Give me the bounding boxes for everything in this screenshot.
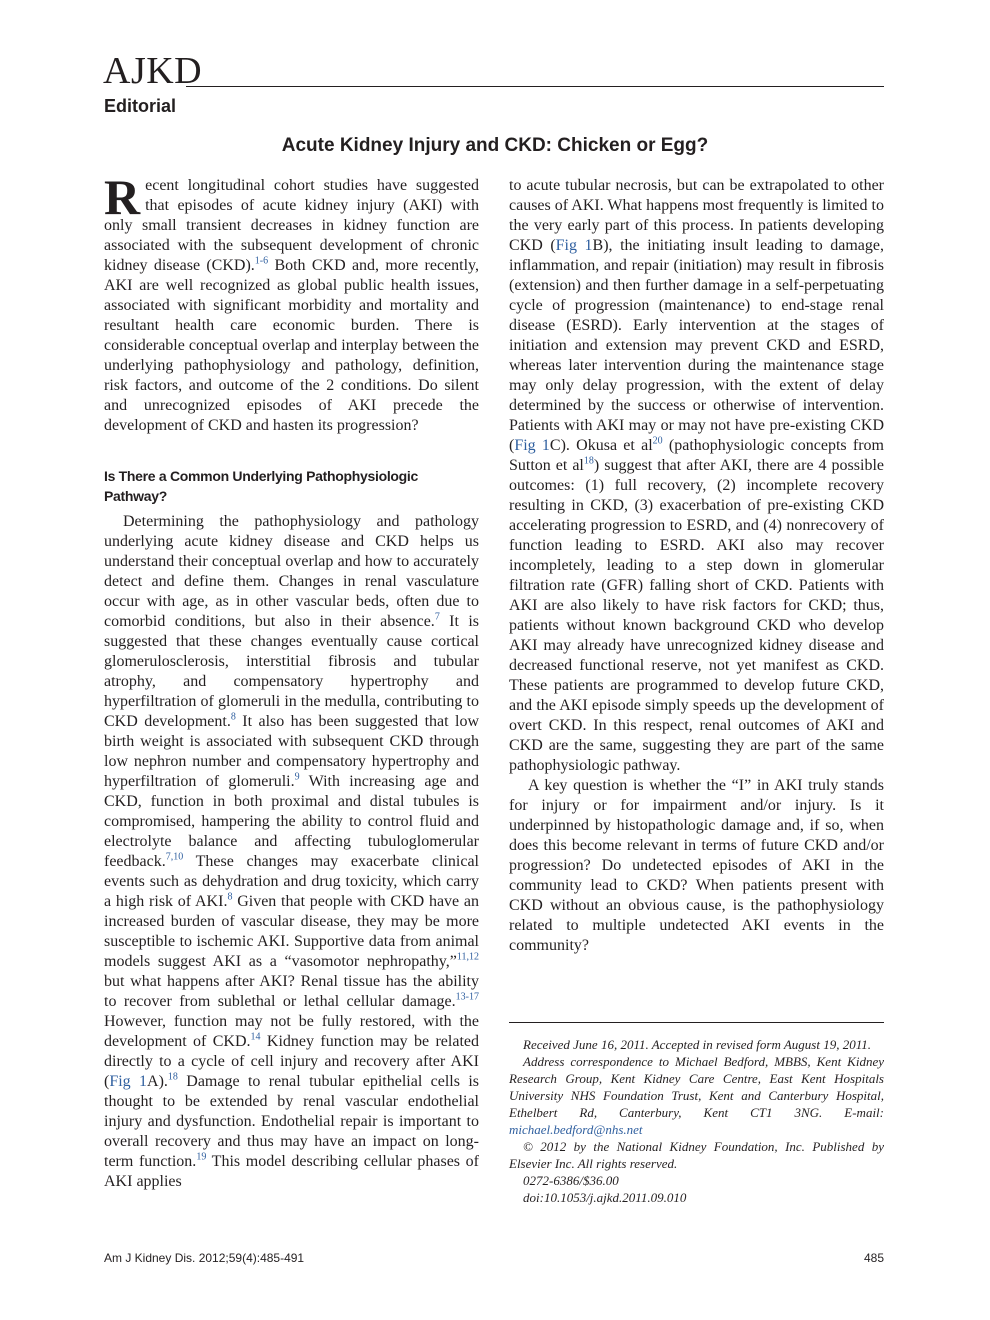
citation-ref[interactable]: 11,12 <box>456 951 479 963</box>
figure-link[interactable]: Fig 1 <box>555 237 593 254</box>
figure-link[interactable]: Fig 1 <box>109 1073 148 1090</box>
body-paragraph: Determining the pathophysiology and pathology underlying acute kidney disease and CKD helps us understand their conceptual overlap and how to accurately detect and define them. Changes in renal vasculature occur with age, as in other vascular beds, often due to comorbid conditions, but also in their absence.$^7$ It is suggested that these changes eventually cause cortical glomerulosclerosis, interstitial fibrosis and tubular atrophy, and compensatory hypertrophy and hyperfiltration of glomeruli in the medulla, contributing to CKD development.$^8$ It also has been suggested that low birth weight is associated with subsequent CKD through low nephron number and compensatory hypertrophy and hyperfiltration of glomeruli.$^9$ With increasing age and CKD, function in both proximal and distal tubules is compromised, hampering the ability to control fluid and electrolyte balance and affecting tubuloglomerular feedback.$^{7,10}$ These changes may exacerbate clinical events such as dehydration and drug toxicity, which carry a high risk of AKI.$^8$ Given that people with CKD have an increased burden of vascular disease, they may be more susceptible to ischemic AKI. Supportive data from animal models suggest AKI as a “vasomotor nephropathy,”$^{11,12}$ but what happens after AKI? Renal tissue has the ability to recover from sublethal or lethal cellular damage.$^{13-17}$ However, function may not be fully restored, with the development of CKD.$^{14}$ Kidney function may be related directly to a cycle of cell injury and recovery after AKI (Fig 1A).$^{18}$ Damage to renal tubular epithelial cells is thought to be extended by renal vascular endothelial injury and dysfunction. Endothelial repair is important to overall recovery and thus may have an impact on long-term function.$^{19}$ This model describing cellular phases of AKI applies <box>104 513 480 1190</box>
citation-ref[interactable]: 7,10 <box>165 851 184 863</box>
received-note: Received June 16, 2011. Accepted in revised form August 19, 2011. <box>523 1037 872 1052</box>
figure-link[interactable]: Fig 1 <box>514 437 550 454</box>
citation-ref[interactable]: 8 <box>227 891 233 903</box>
citation-ref[interactable]: 18 <box>167 1071 178 1083</box>
section-label: Editorial <box>104 96 177 116</box>
citation-ref[interactable]: 7 <box>434 611 440 623</box>
notes-rule <box>509 1022 884 1023</box>
body-paragraph: to acute tubular necrosis, but can be extrapolated to other causes of AKI. What happens most frequently is limited to the very early part of this process. In patients developing CKD (Fig 1B), the initiating insult leading to damage, inflammation, and repair (initiation) may result in fibrosis (extension) and then further damage in a self-perpetuating cycle of progression (maintenance) to end-stage renal disease (ESRD). Early intervention at the stages of initiation and extension may prevent CKD and ESRD, whereas later intervention during the maintenance stage may only delay progression, with the extent of delay determined by the success or otherwise of intervention. Patients with AKI may or may not have pre-existing CKD (Fig 1C). Okusa et al$^{20}$ (pathophysiologic concepts from Sutton et al$^{18}$) suggest that after AKI, there are 4 possible outcomes: (1) full recovery, (2) incomplete recovery resulting in CKD, (3) exacerbation of pre-existing CKD accelerating progression to ESRD, and (4) nonrecovery of function leading to ESRD. AKI also may recover incompletely, leading to a step down in glomerular filtration rate (GFR) falling short of CKD. Patients with AKI are also likely to have risk factors for CKD; thus, patients without known background CKD who develop AKI may already have unrecognized kidney disease and decreased functional reserve, not yet manifest as CKD. These patients are programmed to develop future CKD, and the AKI episode simply speeds up the development of overt CKD. In this respect, renal outcomes of AKI and CKD are the same, suggesting they are part of the same pathophysiologic pathway. <box>509 177 884 774</box>
footer-citation: Am J Kidney Dis. 2012;59(4):485-491 <box>104 1251 305 1265</box>
citation-ref[interactable]: 14 <box>250 1031 261 1043</box>
section-subheading: Is There a Common Underlying Pathophysiologic Pathway? <box>104 468 418 504</box>
citation-ref[interactable]: 18 <box>583 455 594 467</box>
doi-note[interactable]: doi:10.1053/j.ajkd.2011.09.010 <box>523 1190 687 1205</box>
page-number: 485 <box>863 1251 884 1265</box>
citation-ref[interactable]: 20 <box>652 435 663 447</box>
copyright-note: © 2012 by the National Kidney Foundation, Inc. Published by Elsevier Inc. All rights reserved. <box>509 1139 884 1171</box>
right-column <box>509 176 884 956</box>
intro-paragraph: Recent longitudinal cohort studies have suggested that episodes of acute kidney injury (AKI) with only small transient decreases in kidney function are associated with the subsequent development of chronic kidney disease (CKD).$^{1-6}$ Both CKD and, more recently, AKI are well recognized as global public health issues, associated with significant morbidity and mortality and resultant health care economic burden. There is considerable conceptual overlap and interplay between the underlying pathophysiology and pathology, definition, risk factors, and outcome of the 2 conditions. Do silent and unrecognized episodes of AKI precede the development of CKD and hasten its progression? <box>104 169 480 434</box>
article-notes <box>509 1036 884 1206</box>
citation-ref[interactable]: 9 <box>294 771 300 783</box>
issn-note: 0272-6386/$36.00 <box>523 1173 619 1188</box>
body-paragraph: A key question is whether the “I” in AKI truly stands for injury or for impairment and/or injury. Is it underpinned by histopathologic damage and, if so, when does this become relevant in terms of future CKD and/or progression? Do undetected episodes of AKI in the community lead to CKD? When patients present with CKD without an obvious cause, is the pathophysiology related to multiple undetected AKI events in the community? <box>509 777 884 954</box>
left-column <box>104 169 480 1192</box>
drop-cap: R <box>104 169 141 225</box>
email-link[interactable]: michael.bedford@nhs.net <box>509 1122 643 1137</box>
citation-ref[interactable]: 13-17 <box>455 991 479 1003</box>
header-rule <box>186 86 884 87</box>
address-note: Address correspondence to Michael Bedford, MBBS, Kent Kidney Research Group, Kent Kidney Care Centre, East Kent Hospitals University NHS Foundation Trust, Kent and Canterbury Hospital, Ethelbert Rd, Canterbury, Kent CT1 3NG. E-mail: michael.bedford@nhs.net <box>509 1054 884 1137</box>
article-title: Acute Kidney Injury and CKD: Chicken or Egg? <box>281 135 709 156</box>
journal-logo: AJKD <box>103 50 203 92</box>
citation-ref[interactable]: 1-6 <box>254 255 269 267</box>
citation-ref[interactable]: 8 <box>230 711 236 723</box>
citation-ref[interactable]: 19 <box>196 1151 207 1163</box>
